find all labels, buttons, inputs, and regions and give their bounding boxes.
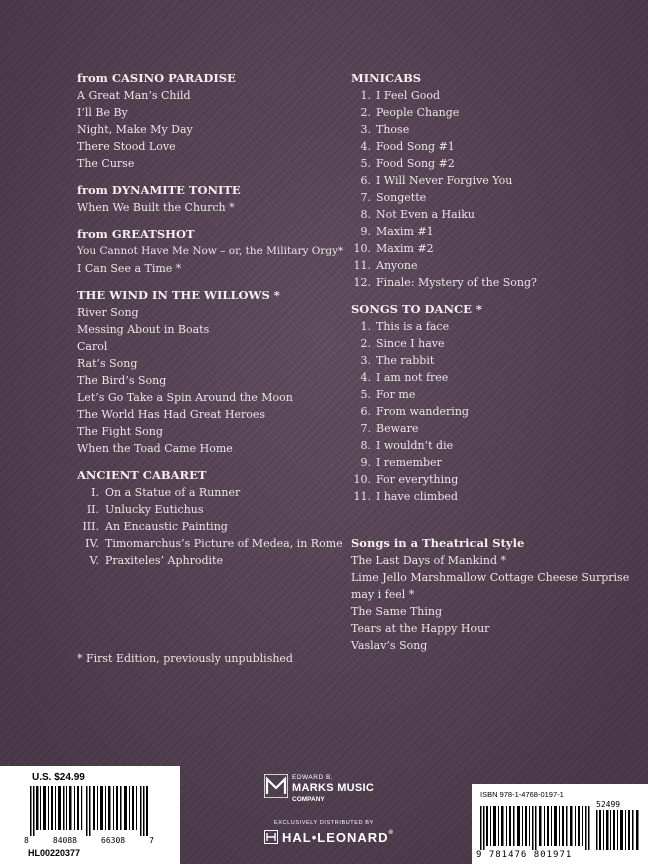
song-title: An Encaustic Painting	[105, 520, 228, 533]
marks-music-logo-icon	[264, 774, 288, 798]
track-number: 4.	[360, 371, 371, 384]
track-number: 3.	[360, 354, 371, 367]
song-title: The Curse	[77, 157, 135, 170]
song-title: Food Song #1	[376, 140, 455, 153]
song-title: Unlucky Eutichus	[105, 503, 204, 516]
upc-digit-group: 8	[24, 836, 29, 845]
track-number: 8.	[360, 208, 371, 221]
price-label: U.S. $24.99	[32, 772, 85, 783]
song-entry	[351, 454, 631, 471]
song-title: The World Has Had Great Heroes	[77, 408, 266, 421]
song-title: Tears at the Happy Hour	[351, 622, 490, 635]
song-entry	[351, 121, 631, 138]
isbn-barcode-panel	[472, 784, 648, 864]
section-heading: from DYNAMITE TONITE	[77, 183, 241, 197]
price-addon-barcode	[596, 810, 640, 850]
track-number: 5.	[360, 157, 371, 170]
song-title: When We Built the Church *	[77, 201, 235, 214]
distributor-name-text: HAL•LEONARD	[282, 830, 389, 845]
song-entry	[351, 471, 631, 488]
upc-digit-group: 66308	[101, 836, 126, 845]
section-songs-to-dance	[351, 301, 631, 505]
song-title: Those	[376, 123, 410, 136]
song-title: For me	[376, 388, 416, 401]
song-title: This is a face	[376, 320, 450, 333]
section-minicabs	[351, 70, 631, 291]
roman-numeral: II.	[86, 503, 99, 516]
track-number: 7.	[360, 422, 371, 435]
track-number: 1.	[360, 320, 371, 333]
isbn-barcode	[480, 806, 590, 850]
section-dynamite-tonite	[77, 182, 342, 216]
song-title: The Last Days of Mankind *	[351, 554, 506, 567]
song-title: I Feel Good	[376, 89, 440, 102]
song-title: On a Statue of a Runner	[105, 486, 241, 499]
song-entry	[351, 155, 631, 172]
section-heading: Songs in a Theatrical Style	[351, 536, 525, 550]
section-heading: SONGS TO DANCE *	[351, 302, 482, 316]
section-casino-paradise	[77, 70, 342, 172]
track-number: 9.	[360, 225, 371, 238]
publisher-line: EDWARD B.	[292, 774, 334, 781]
song-title: Maxim #1	[376, 225, 434, 238]
song-entry	[351, 488, 631, 505]
section-theatrical-style	[351, 535, 631, 654]
song-title: Timomarchus’s Picture of Medea, in Rome	[105, 537, 343, 550]
song-title: Vaslav’s Song	[351, 639, 428, 652]
song-title: When the Toad Came Home	[77, 442, 233, 455]
footnote: * First Edition, previously unpublished	[77, 652, 293, 665]
song-title: Rat’s Song	[77, 357, 138, 370]
track-number: 9.	[360, 456, 371, 469]
song-title: may i feel *	[351, 588, 415, 601]
roman-numeral: V.	[89, 554, 99, 567]
publisher-line: COMPANY	[292, 796, 325, 803]
song-entry	[351, 335, 631, 352]
section-heading: from CASINO PARADISE	[77, 71, 236, 85]
song-entry	[351, 189, 631, 206]
song-title: I wouldn’t die	[376, 439, 454, 452]
track-number: 12.	[353, 276, 371, 289]
upc-barcode-panel	[0, 766, 180, 864]
track-number: 11.	[353, 259, 371, 272]
upc-barcode	[30, 786, 148, 836]
song-title: Beware	[376, 422, 419, 435]
song-title: River Song	[77, 306, 139, 319]
song-entry	[351, 369, 631, 386]
section-heading: MINICABS	[351, 71, 422, 85]
song-title: A Great Man’s Child	[77, 89, 191, 102]
song-entry	[351, 206, 631, 223]
section-heading: ANCIENT CABARET	[77, 468, 207, 482]
roman-numeral: IV.	[85, 537, 99, 550]
track-number: 8.	[360, 439, 371, 452]
song-entry	[351, 318, 631, 335]
song-entry	[77, 535, 342, 552]
song-entry	[351, 223, 631, 240]
price-addon-number: 52499	[596, 800, 621, 809]
song-entry	[351, 87, 631, 104]
song-title: Food Song #2	[376, 157, 455, 170]
publisher-logo	[262, 772, 402, 852]
track-number: 3.	[360, 123, 371, 136]
track-number: 10.	[353, 242, 371, 255]
song-entry	[351, 420, 631, 437]
upc-digit-group: 84088	[52, 836, 77, 845]
song-title: Messing About in Boats	[77, 323, 210, 336]
song-title: Since I have	[376, 337, 445, 350]
section-wind-in-the-willows	[77, 287, 342, 457]
publisher-name: MARKS MUSIC	[292, 782, 375, 794]
upc-digit-group: 7	[149, 836, 154, 845]
song-title: Night, Make My Day	[77, 123, 193, 136]
track-number: 6.	[360, 174, 371, 187]
track-number: 2.	[360, 106, 371, 119]
track-number: 7.	[360, 191, 371, 204]
song-entry	[351, 437, 631, 454]
song-title: The Fight Song	[77, 425, 163, 438]
song-entry	[77, 518, 342, 535]
song-entry	[351, 352, 631, 369]
track-number: 1.	[360, 89, 371, 102]
song-title: Maxim #2	[376, 242, 434, 255]
song-title: I remember	[376, 456, 442, 469]
song-title: From wandering	[376, 405, 469, 418]
song-entry	[351, 274, 631, 291]
track-number: 10.	[353, 473, 371, 486]
song-title: I am not free	[376, 371, 449, 384]
song-title: I’ll Be By	[77, 106, 128, 119]
song-title: The rabbit	[376, 354, 435, 367]
song-title: Praxiteles’ Aphrodite	[105, 554, 223, 567]
distributor-name	[282, 830, 394, 845]
song-entry	[351, 240, 631, 257]
song-entry	[77, 552, 342, 569]
song-title: Not Even a Haiku	[376, 208, 475, 221]
song-title: Anyone	[376, 259, 418, 272]
song-title: Let’s Go Take a Spin Around the Moon	[77, 391, 293, 404]
song-entry	[351, 138, 631, 155]
song-title: The Bird’s Song	[77, 374, 167, 387]
product-code: HL00220377	[28, 848, 81, 858]
song-entry	[351, 386, 631, 403]
right-column	[351, 70, 631, 664]
section-heading: from GREATSHOT	[77, 227, 195, 241]
isbn-label: ISBN 978-1-4768-0197-1	[480, 790, 564, 799]
song-title: The Same Thing	[351, 605, 443, 618]
section-ancient-cabaret	[77, 467, 342, 569]
track-number: 6.	[360, 405, 371, 418]
track-number: 11.	[353, 490, 371, 503]
distributor-caption: EXCLUSIVELY DISTRIBUTED BY	[274, 820, 374, 826]
roman-numeral: I.	[91, 486, 99, 499]
track-number: 5.	[360, 388, 371, 401]
registered-mark: ®	[388, 830, 394, 836]
song-title: I Can See a Time *	[77, 262, 182, 275]
left-column	[77, 70, 342, 579]
song-title: I have climbed	[376, 490, 458, 503]
song-entry	[77, 501, 342, 518]
song-title: Finale: Mystery of the Song?	[376, 276, 537, 289]
isbn-digits: 9 781476 801971	[476, 850, 573, 860]
song-entry	[351, 104, 631, 121]
song-title: People Change	[376, 106, 460, 119]
song-title: Carol	[77, 340, 108, 353]
song-entry	[351, 403, 631, 420]
hal-leonard-icon	[264, 830, 278, 844]
section-heading: THE WIND IN THE WILLOWS *	[77, 288, 280, 302]
section-greatshot	[77, 226, 342, 277]
song-title: Lime Jello Marshmallow Cottage Cheese Surprise	[351, 571, 630, 584]
song-title: Songette	[376, 191, 427, 204]
song-title: I Will Never Forgive You	[376, 174, 513, 187]
upc-digits	[24, 836, 154, 845]
track-number: 4.	[360, 140, 371, 153]
song-title: There Stood Love	[77, 140, 176, 153]
song-entry	[351, 172, 631, 189]
song-entry	[77, 484, 342, 501]
song-entry	[351, 257, 631, 274]
song-title: For everything	[376, 473, 459, 486]
roman-numeral: III.	[82, 520, 99, 533]
song-title: You Cannot Have Me Now – or, the Military Orgy*	[77, 245, 344, 257]
track-number: 2.	[360, 337, 371, 350]
